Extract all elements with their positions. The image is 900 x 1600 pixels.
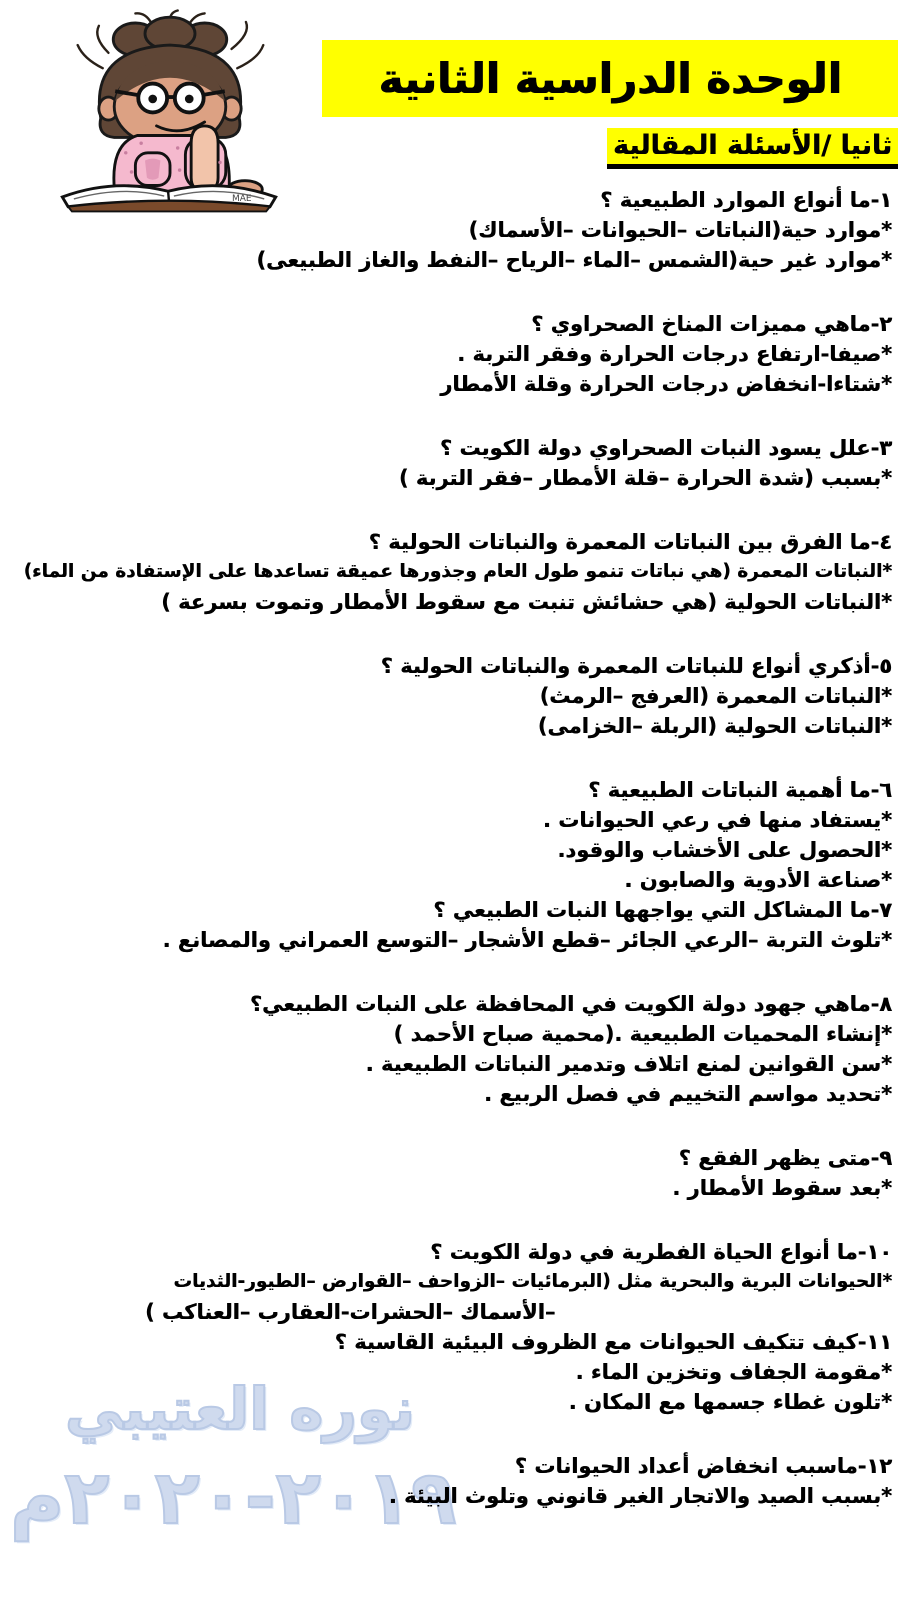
answer-text: *النباتات المعمرة (هي نباتات تنمو طول العام وجذورها عميقة تساعدها على الإستفادة من الماء): [23, 561, 892, 582]
answer-text: *بعد سقوط الأمطار .: [672, 1176, 892, 1200]
answer-text: *النباتات المعمرة (العرفج –الرمث): [539, 684, 892, 708]
answer-text: *النباتات الحولية (هي حشائش تنبت مع سقوط الأمطار وتموت بسرعة ): [161, 590, 892, 614]
artist-signature: MAE: [232, 194, 252, 204]
question-block-3: [0, 433, 892, 493]
answer-text: *الحصول على الأخشاب والوقود.: [557, 838, 892, 862]
question-block-6: [0, 775, 892, 895]
question-block-4: [0, 527, 892, 617]
question-block-10: [0, 1237, 892, 1327]
question-block-12: [0, 1451, 892, 1511]
answer-text: *إنشاء المحميات الطبيعية .(محمية صباح الأحمد ): [393, 1022, 892, 1046]
question-text: ٧-ما المشاكل التي يواجهها النبات الطبيعي ؟: [433, 898, 892, 922]
answer-text: *النباتات الحولية (الربلة –الخزامى): [537, 714, 892, 738]
answer-text: *شتاءا-انخفاض درجات الحرارة وقلة الأمطار: [440, 372, 892, 396]
question-text: ١١-كيف تتكيف الحيوانات مع الظروف البيئية القاسية ؟: [334, 1330, 892, 1354]
answer-text: –الأسماك –الحشرات-العقارب –العناكب ): [145, 1300, 556, 1324]
question-text: ١٢-ماسبب انخفاض أعداد الحيوانات ؟: [514, 1454, 892, 1478]
answer-text: *تلوث التربة –الرعي الجائر –قطع الأشجار –التوسع العمراني والمصانع .: [162, 928, 892, 952]
question-text: ٥-أذكري أنواع للنباتات المعمرة والنباتات الحولية ؟: [380, 654, 892, 678]
answer-text: *صيفا-ارتفاع درجات الحرارة وفقر التربة .: [457, 342, 892, 366]
question-text: ٢-ماهي مميزات المناخ الصحراوي ؟: [531, 312, 892, 336]
question-block-7: [0, 895, 892, 955]
answer-text: *تلون غطاء جسمها مع المكان .: [568, 1390, 892, 1414]
answer-text: *صناعة الأدوية والصابون .: [624, 868, 892, 892]
question-text: ٦-ما أهمية النباتات الطبيعية ؟: [588, 778, 892, 802]
question-block-8: [0, 989, 892, 1109]
answer-text: *الحيوانات البرية والبحرية مثل (البرمائيات –الزواحف –القوارض –الطيور-الثديات: [173, 1271, 892, 1292]
unit-title: الوحدة الدراسية الثانية: [322, 40, 898, 117]
question-block-2: [0, 309, 892, 399]
watermark-author-name: نوره العتيبي: [65, 1375, 416, 1443]
section-subtitle: ثانيا /الأسئلة المقالية: [607, 128, 898, 169]
answer-text: *سن القوانين لمنع اتلاف وتدمير النباتات الطبيعية .: [365, 1052, 892, 1076]
answer-text: *موارد حية(النباتات –الحيوانات –الأسماك): [468, 218, 892, 242]
question-block-5: [0, 651, 892, 741]
answer-text: *موارد غير حية(الشمس –الماء –الرياح –النفط والغاز الطبيعى): [256, 248, 892, 272]
question-text: ١-ما أنواع الموارد الطبيعية ؟: [600, 188, 892, 212]
question-text: ٩-متى يظهر الفقع ؟: [678, 1146, 892, 1170]
answer-text: *بسبب (شدة الحرارة –قلة الأمطار –فقر التربة ): [398, 466, 892, 490]
question-text: ٤-ما الفرق بين النباتات المعمرة والنباتات الحولية ؟: [368, 530, 892, 554]
question-block-11: [0, 1327, 892, 1417]
question-text: ١٠-ما أنواع الحياة الفطرية في دولة الكويت ؟: [430, 1240, 892, 1264]
answer-text: *مقومة الجفاف وتخزين الماء .: [575, 1360, 892, 1384]
watermark-school-year: ٢٠١٩-٢٠٢٠م: [10, 1455, 457, 1541]
question-text: ٨-ماهي جهود دولة الكويت في المحافظة على النبات الطبيعي؟: [249, 992, 892, 1016]
question-block-9: [0, 1143, 892, 1203]
answer-text: *تحديد مواسم التخييم في فصل الربيع .: [483, 1082, 892, 1106]
answer-text: *يستفاد منها في رعي الحيوانات .: [542, 808, 892, 832]
question-text: ٣-علل يسود النبات الصحراوي دولة الكويت ؟: [439, 436, 892, 460]
answer-text: *بسبب الصيد والاتجار الغير قانوني وتلوث البيئة .: [388, 1484, 892, 1508]
questions-list: [0, 185, 900, 1511]
girl-reading-book-clipart: [45, 8, 295, 213]
